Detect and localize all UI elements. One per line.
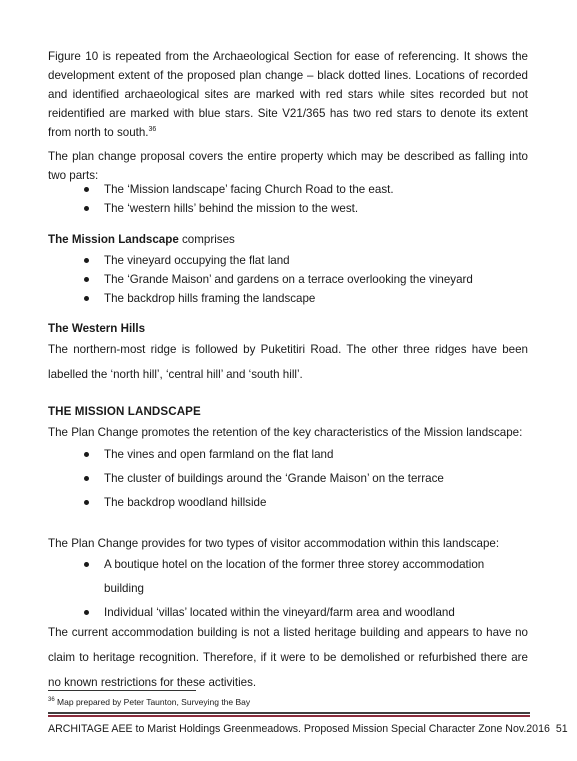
mission-landscape-heading-suffix: comprises xyxy=(178,233,235,246)
accommodation-intro-paragraph: The Plan Change provides for two types of visitor accommodation within this landscape: xyxy=(48,537,500,550)
western-hills-paragraph: The northern-most ridge is followed by Puketitiri Road. The other three ridges have been labelled the ‘north hill’, ‘central hill’ and ‘south hill’. xyxy=(48,343,528,381)
list-item: The ‘Grande Maison’ and gardens on a terrace overlooking the vineyard xyxy=(84,270,524,289)
list-item: The ‘Mission landscape’ facing Church Road to the east. xyxy=(84,180,524,199)
list-item: The backdrop woodland hillside xyxy=(84,491,524,515)
footnote-number: 36 xyxy=(48,697,55,703)
list-item: The vineyard occupying the flat land xyxy=(84,251,524,270)
intro-text: Figure 10 is repeated from the Archaeological Section for ease of referencing. It shows the development extent of the proposed plan change – black dotted lines. Locations of recorded and identified archaeological sites are marked with red stars while sites recorded but not reidentified are marked with blue stars. Site V21/365 has two red stars to denote its extent from north to south. xyxy=(48,50,528,139)
footnote-text: Map prepared by Peter Taunton, Surveying the Bay xyxy=(54,697,251,707)
footer-rule-dark xyxy=(48,712,530,714)
mission-landscape-heading-line xyxy=(48,230,235,249)
page-footer xyxy=(48,722,568,736)
footer-rule-red xyxy=(48,715,530,717)
plan-change-paragraph: The plan change proposal covers the entire property which may be described as falling into two parts: xyxy=(48,150,528,182)
footnote xyxy=(48,696,250,708)
mission-landscape-heading: The Mission Landscape xyxy=(48,233,179,246)
page-number: 51 xyxy=(555,723,568,735)
footer-text: ARCHITAGE AEE to Marist Holdings Greenmeadows. Proposed Mission Special Character Zone Nov.2016 xyxy=(48,723,550,735)
key-characteristics-list xyxy=(84,443,524,515)
footnote-separator xyxy=(48,690,196,691)
footnote-reference: 36 xyxy=(148,126,157,133)
list-item: The vines and open farmland on the flat land xyxy=(84,443,524,467)
list-item: The backdrop hills framing the landscape xyxy=(84,289,524,308)
section-heading: THE MISSION LANDSCAPE xyxy=(48,405,201,418)
western-hills-heading: The Western Hills xyxy=(48,322,146,335)
section-intro-paragraph: The Plan Change promotes the retention of the key characteristics of the Mission landscape: xyxy=(48,426,523,439)
accommodation-types-list xyxy=(84,553,524,625)
mission-landscape-list xyxy=(84,251,524,308)
list-item: Individual ‘villas’ located within the vineyard/farm area and woodland xyxy=(84,601,524,625)
plan-change-parts-list xyxy=(84,180,524,218)
list-item: The ‘western hills’ behind the mission to the west. xyxy=(84,199,524,218)
list-item: The cluster of buildings around the ‘Grande Maison’ on the terrace xyxy=(84,467,524,491)
closing-paragraph: The current accommodation building is not a listed heritage building and appears to have no claim to heritage recognition. Therefore, if it were to be demolished or refurbished there are no known restrictions for these activities. xyxy=(48,626,528,689)
intro-paragraph xyxy=(48,47,528,142)
list-item: A boutique hotel on the location of the former three storey accommodation building xyxy=(84,553,524,601)
